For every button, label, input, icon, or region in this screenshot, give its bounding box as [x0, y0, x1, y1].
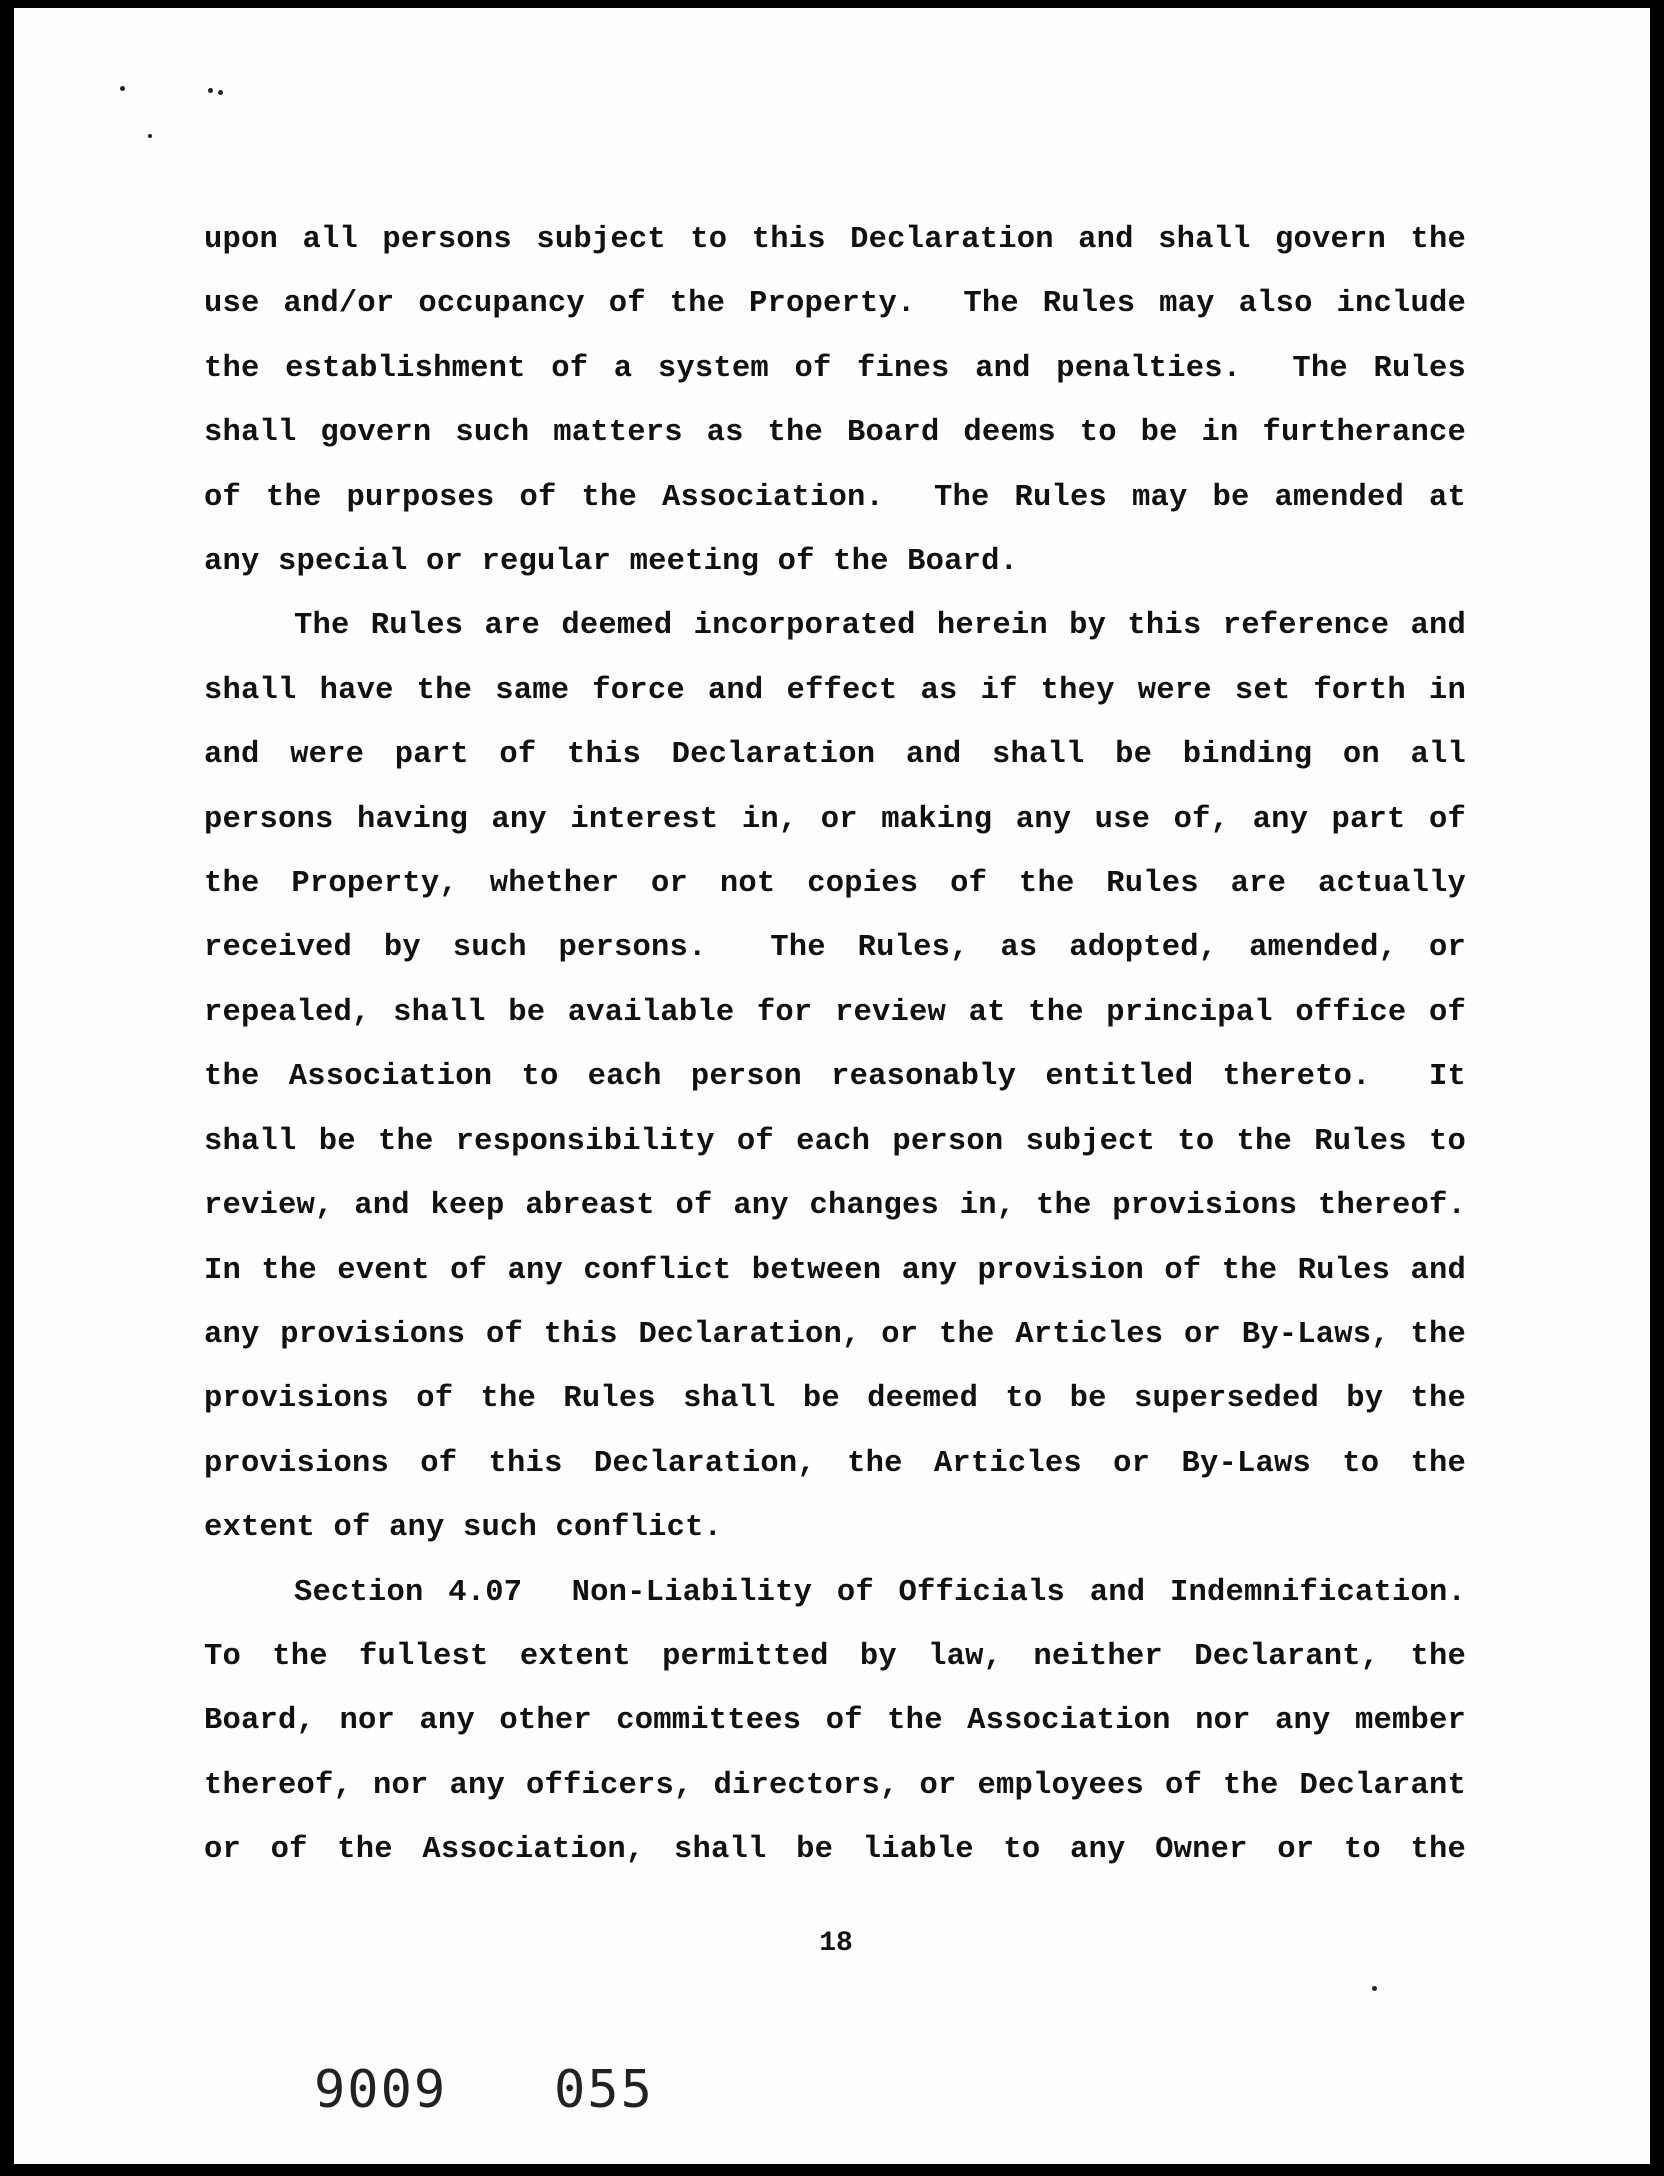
text-line: or of the Association, shall be liable to any Owner or to the: [204, 1833, 1466, 1868]
text-line: review, and keep abreast of any changes in, the provisions thereof.: [204, 1189, 1466, 1224]
scan-speck: [120, 86, 125, 91]
text-line: use and/or occupancy of the Property. The Rules may also include: [204, 287, 1466, 322]
document-page: [14, 8, 1650, 2164]
scan-speck: [148, 134, 152, 138]
text-line: the Association to each person reasonably entitled thereto. It: [204, 1060, 1466, 1095]
document-stamp-number: 9009: [314, 2060, 448, 2120]
text-line: the establishment of a system of fines and penalties. The Rules: [204, 351, 1466, 386]
text-line: thereof, nor any officers, directors, or employees of the Declarant: [204, 1768, 1466, 1803]
scan-speck: [208, 88, 213, 93]
text-line: repealed, shall be available for review at the principal office of: [204, 995, 1466, 1030]
text-line: Board, nor any other committees of the Association nor any member: [204, 1704, 1466, 1739]
scan-speck: [1372, 1986, 1377, 1991]
text-line: shall have the same force and effect as if they were set forth in: [204, 673, 1466, 708]
document-body: [204, 208, 1466, 1883]
text-line: upon all persons subject to this Declaration and shall govern the: [204, 223, 1466, 257]
text-line: the Property, whether or not copies of the Rules are actually: [204, 867, 1466, 902]
text-line: persons having any interest in, or making any use of, any part of: [204, 802, 1466, 837]
text-line: any provisions of this Declaration, or the Articles or By-Laws, the: [204, 1317, 1466, 1352]
text-line: shall govern such matters as the Board deems to be in furtherance: [204, 416, 1466, 451]
text-line: and were part of this Declaration and shall be binding on all: [204, 738, 1466, 773]
page-number-text: 18: [819, 1928, 853, 1959]
scan-speck: [218, 90, 223, 95]
text-line: of the purposes of the Association. The Rules may be amended at: [204, 480, 1466, 515]
text-line: shall be the responsibility of each person subject to the Rules to: [204, 1124, 1466, 1159]
text-line: any special or regular meeting of the Board.: [204, 545, 1019, 580]
document-stamp-number: 055: [554, 2060, 654, 2120]
text-line: received by such persons. The Rules, as adopted, amended, or: [204, 931, 1466, 966]
section-heading-line: Section 4.07 Non-Liability of Officials and Indemnification.: [294, 1575, 1466, 1610]
text-line: In the event of any conflict between any provision of the Rules and: [204, 1253, 1466, 1288]
text-line: extent of any such conflict.: [204, 1511, 723, 1546]
page-number: [14, 1928, 1650, 1959]
text-line: provisions of this Declaration, the Articles or By-Laws to the: [204, 1446, 1466, 1481]
text-line: The Rules are deemed incorporated herein by this reference and: [294, 609, 1466, 644]
text-line: To the fullest extent permitted by law, neither Declarant, the: [204, 1639, 1466, 1674]
text-line: provisions of the Rules shall be deemed to be superseded by the: [204, 1382, 1466, 1417]
